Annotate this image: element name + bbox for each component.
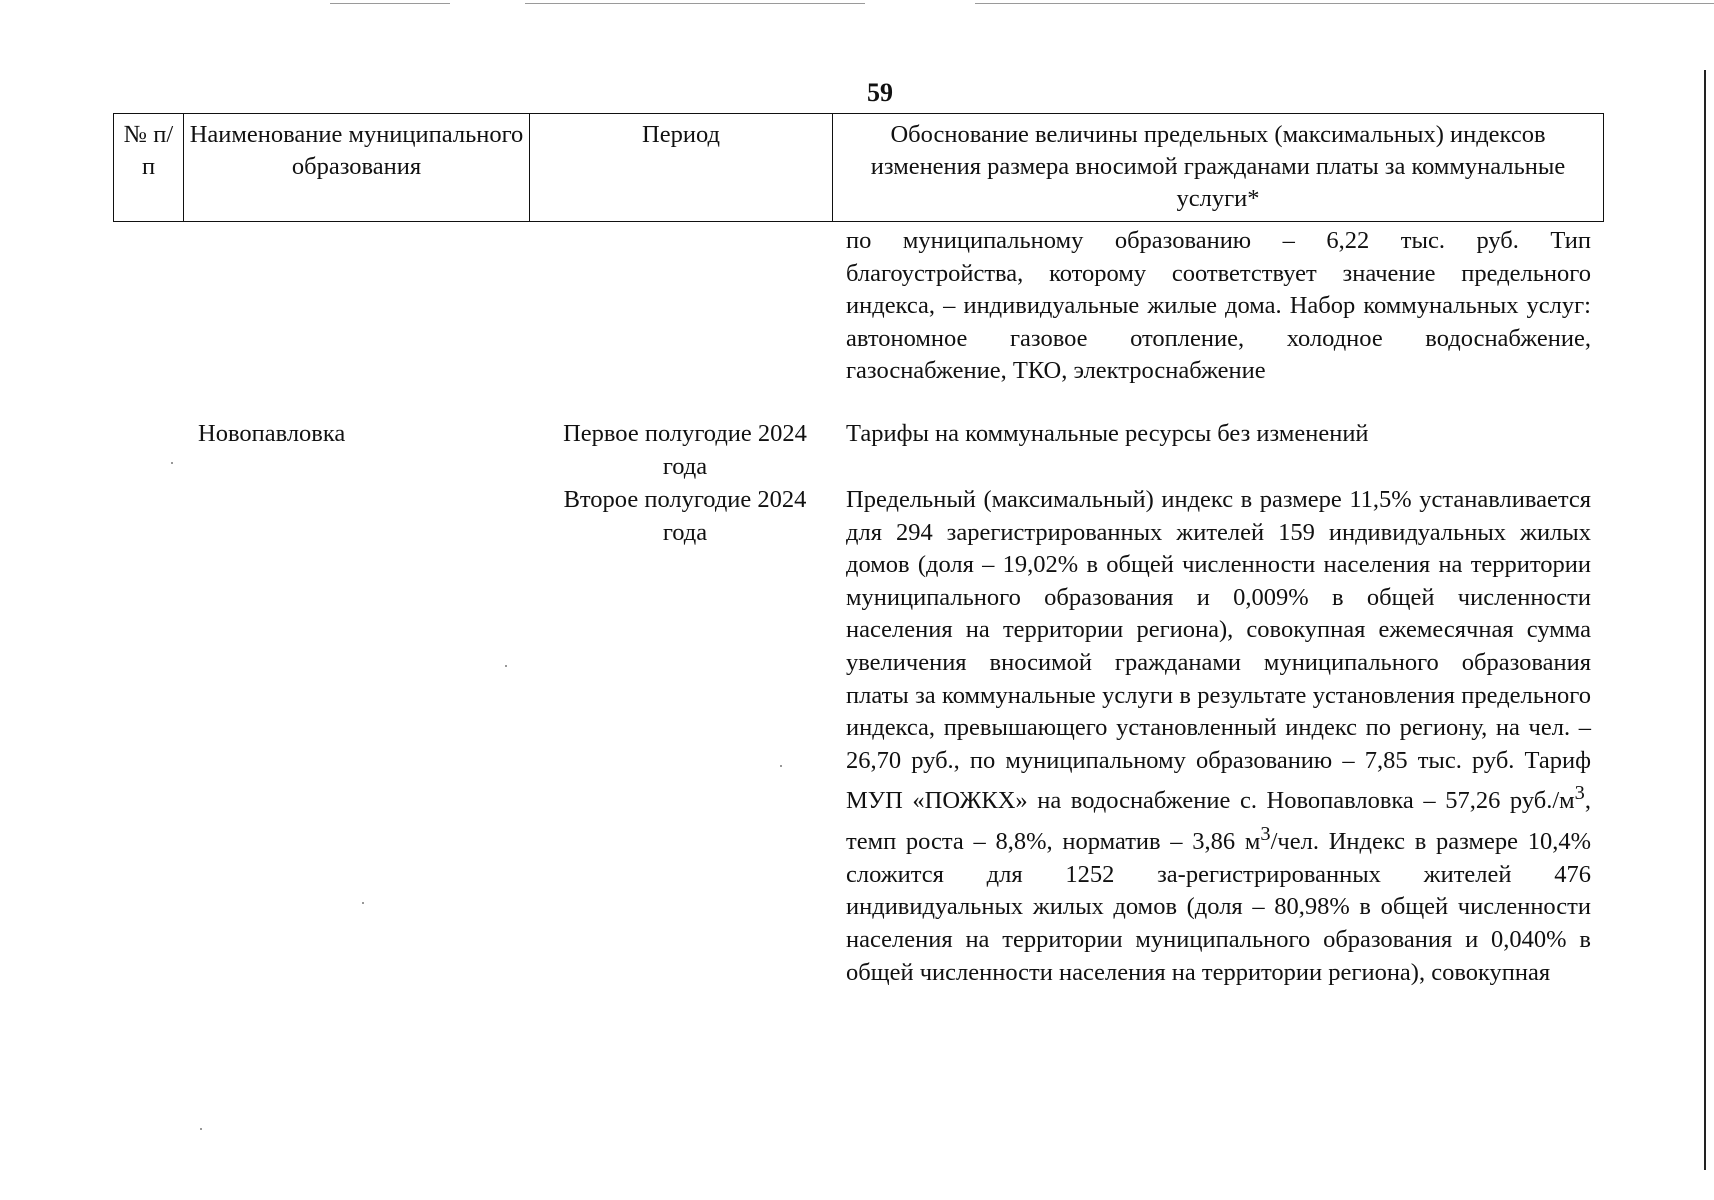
period-first-half: Первое полугодие 2024 года xyxy=(563,420,807,480)
continuation-text: по муниципальному образованию – 6,22 тыс. руб. Тип благоустройства, которому соответствует значение предельного индекса, – индивидуальные жилые дома. Набор коммунальных услуг: автономное газовое отопление, холодное водоснабжение, газоснабжение, ТКО, электроснабжение xyxy=(846,227,1591,385)
municipality-name: Новопавловка xyxy=(198,420,346,447)
superscript-cubic-1: 3 xyxy=(1574,782,1585,805)
period-second-half: Второе полугодие 2024 года xyxy=(563,486,807,546)
scan-artifact xyxy=(975,3,1714,4)
page-edge xyxy=(1704,70,1706,1170)
superscript-cubic-2: 3 xyxy=(1260,823,1271,846)
header-justification: Обоснование величины предельных (максимальных) индексов изменения размера вносимой гражданами платы за коммунальные услуги* xyxy=(833,114,1604,222)
header-period: Период xyxy=(530,114,833,222)
justification-first-half: Тарифы на коммунальные ресурсы без изменений xyxy=(846,420,1369,447)
justification-text-part2: , темп роста – 8,8%, норматив – 3,86 м xyxy=(846,787,1591,856)
scan-artifact xyxy=(330,3,450,4)
header-municipality-name: Наименование муниципального образования xyxy=(184,114,530,222)
justification-text-part3: /чел. Индекс в размере 10,4% сложится для 1252 за-регистрированных жителей 476 индивидуальных жилых домов (доля – 80,98% в общей численности населения на территории муниципального образования и 0,040% в общей численности населения на территории региона), совокупная xyxy=(846,828,1591,986)
justification-second-half xyxy=(846,484,1591,989)
page-number: 59 xyxy=(867,78,893,107)
header-number: № п/п xyxy=(114,114,184,222)
table-header xyxy=(113,113,1604,222)
scan-artifact xyxy=(525,3,865,4)
scan-speck xyxy=(505,665,507,667)
scan-speck xyxy=(200,1128,202,1130)
justification-text-part1: Предельный (максимальный) индекс в размере 11,5% устанавливается для 294 зарегистрированных жителей 159 индивидуальных жилых домов (доля – 19,02% в общей численности населения на территории муниципального образования и 0,009% в общей численности населения на территории региона), совокупная ежемесячная сумма увеличения вносимой гражданами муниципального образования платы за коммунальные услуги в результате установления предельного индекса, превышающего установленный индекс по региону, на чел. – 26,70 руб., по муниципальному образованию – 7,85 тыс. руб. Тариф МУП «ПОЖКХ» на водоснабжение с. Новопавловка – 57,26 руб./м xyxy=(846,486,1591,815)
scan-speck xyxy=(171,462,173,464)
scan-speck xyxy=(780,765,782,767)
scan-speck xyxy=(362,902,364,904)
